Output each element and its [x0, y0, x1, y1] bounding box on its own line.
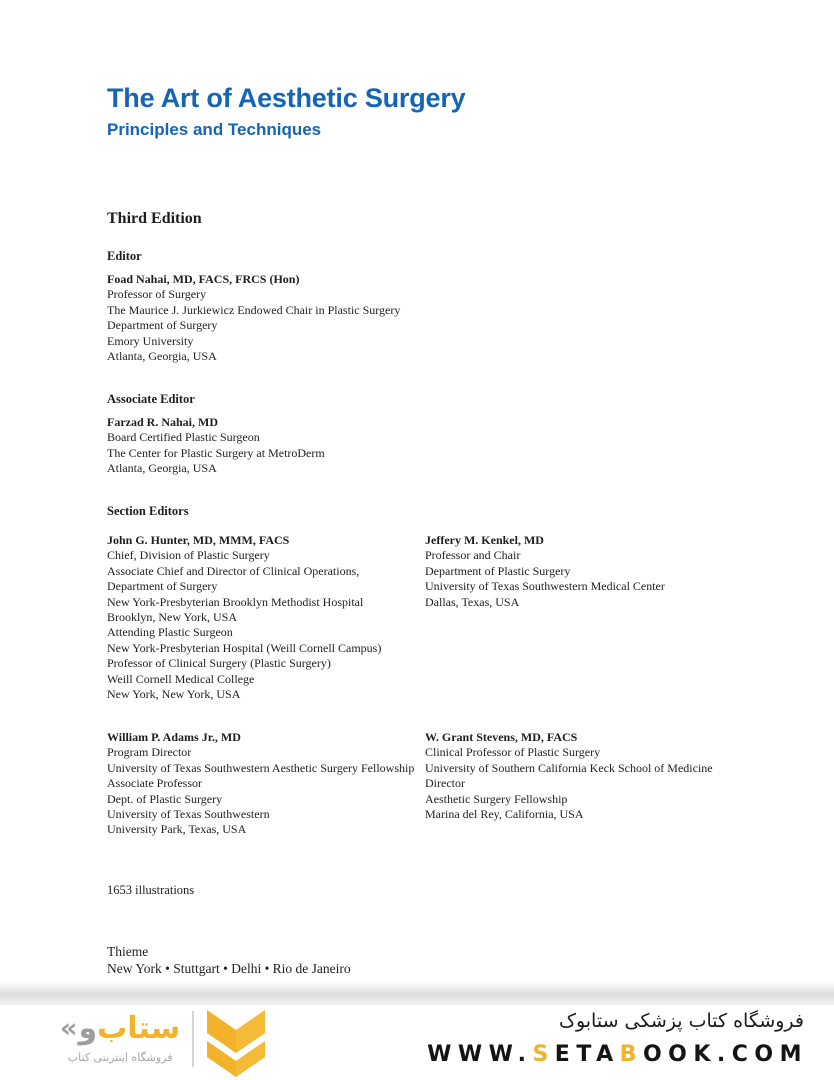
credit-text-line: Dallas, Texas, USA — [425, 594, 520, 609]
associate-editor-section — [107, 392, 747, 477]
url-part: OOK.COM — [642, 1042, 808, 1067]
edition-label: Third Edition — [107, 210, 202, 227]
credit-text-line: University of Texas Southwestern — [107, 807, 270, 822]
section-editor-name: Jeffery M. Kenkel, MD — [425, 533, 544, 547]
credit-text-line: University of Texas Southwestern Aesthetic Surgery Fellowship — [107, 760, 415, 775]
associate-editor-heading: Associate Editor — [107, 392, 195, 406]
credit-text-line: Professor of Clinical Surgery (Plastic Surgery) — [107, 656, 331, 671]
credit-text-line: Department of Plastic Surgery — [425, 563, 571, 578]
credit-text-line: Professor and Chair — [425, 548, 521, 563]
logo-wordmark-stack — [60, 1009, 180, 1064]
credit-text-line: The Maurice J. Jurkiewicz Endowed Chair in Plastic Surgery — [107, 302, 401, 317]
url-letter-b-gold: B — [619, 1042, 643, 1067]
editor-heading: Editor — [107, 249, 142, 263]
url-letter-s-gold: S — [532, 1042, 555, 1067]
wordmark-vav-gray: و — [78, 1011, 98, 1046]
editor-column-adams — [107, 730, 425, 838]
editor-section — [107, 249, 747, 364]
credit-text-line: University of Southern California Keck School of Medicine — [425, 760, 713, 775]
credit-text-line: New York-Presbyterian Brooklyn Methodist Hospital — [107, 594, 364, 609]
credit-text-line: Associate Professor — [107, 776, 202, 791]
section-editors-heading: Section Editors — [107, 504, 189, 518]
editor-column-kenkel — [425, 533, 807, 610]
setabook-logo[interactable] — [60, 1009, 266, 1080]
publisher-cities: New York • Stuttgart • Delhi • Rio de Janeiro — [107, 961, 351, 976]
credit-text-line: Chief, Division of Plastic Surgery — [107, 548, 270, 563]
credit-text-line: University Park, Texas, USA — [107, 822, 247, 837]
illustrations-count: 1653 illustrations — [107, 883, 195, 897]
credit-text-line: Marina del Rey, California, USA — [425, 807, 584, 822]
credit-text-line: Dept. of Plastic Surgery — [107, 791, 223, 806]
credit-text-line: New York, New York, USA — [107, 687, 241, 702]
url-part: ETA — [554, 1042, 620, 1067]
credit-text-line: The Center for Plastic Surgery at MetroDerm — [107, 445, 325, 460]
section-editor-name: John G. Hunter, MD, MMM, FACS — [107, 533, 290, 547]
section-editor-credentials — [107, 548, 425, 702]
setabook-wordmark — [60, 1009, 180, 1049]
wordmark-setab-gold: ستاب — [97, 1011, 181, 1046]
bookstore-footer — [0, 1005, 834, 1080]
logo-separator-line — [192, 1011, 194, 1067]
double-chevron-emblem-icon — [206, 1009, 266, 1080]
credit-text-line: Professor of Surgery — [107, 287, 207, 302]
credit-text-line: Atlanta, Georgia, USA — [107, 461, 217, 476]
book-title: The Art of Aesthetic Surgery — [107, 83, 466, 113]
section-editor-name: William P. Adams Jr., MD — [107, 730, 241, 744]
section-editor-credentials — [107, 745, 425, 837]
editor-name: Foad Nahai, MD, FACS, FRCS (Hon) — [107, 272, 300, 286]
logo-tagline: فروشگاه اینترنتی کتاب — [67, 1051, 173, 1064]
credit-text-line: New York-Presbyterian Hospital (Weill Cornell Campus) — [107, 640, 382, 655]
store-name-persian: فروشگاه کتاب پزشکی ستابوک — [558, 1010, 804, 1032]
credit-text-line: Brooklyn, New York, USA — [107, 610, 238, 625]
editor-column-stevens — [425, 730, 807, 822]
editor-credentials — [107, 287, 747, 364]
publisher-name: Thieme — [107, 944, 149, 959]
section-editor-credentials — [425, 745, 807, 822]
associate-editor-credentials — [107, 430, 747, 476]
setabook-url-link[interactable] — [427, 1042, 808, 1067]
section-editors-row-1 — [107, 533, 807, 702]
credit-text-line: Aesthetic Surgery Fellowship — [425, 791, 568, 806]
credit-text-line: Clinical Professor of Plastic Surgery — [425, 745, 601, 760]
credit-text-line: Program Director — [107, 745, 192, 760]
footer-shadow-divider — [0, 981, 834, 1005]
credit-text-line: Department of Surgery — [107, 579, 218, 594]
section-editors-row-2 — [107, 730, 807, 838]
section-editor-name: W. Grant Stevens, MD, FACS — [425, 730, 578, 744]
credit-text-line: Attending Plastic Surgeon — [107, 625, 233, 640]
book-subtitle: Principles and Techniques — [107, 120, 322, 139]
credit-text-line: Board Certified Plastic Surgeon — [107, 430, 260, 445]
credit-text-line: University of Texas Southwestern Medical Center — [425, 579, 665, 594]
url-part: WWW. — [427, 1042, 533, 1067]
credit-text-line: Director — [425, 776, 465, 791]
wordmark-kaf-chevron-icon: « — [60, 1013, 78, 1044]
editor-column-hunter — [107, 533, 425, 702]
credit-text-line: Weill Cornell Medical College — [107, 671, 255, 686]
credit-text-line: Atlanta, Georgia, USA — [107, 349, 217, 364]
section-editor-credentials — [425, 548, 807, 610]
credit-text-line: Emory University — [107, 333, 194, 348]
credit-text-line: Department of Surgery — [107, 318, 218, 333]
credit-text-line: Associate Chief and Director of Clinical Operations, — [107, 563, 360, 578]
associate-editor-name: Farzad R. Nahai, MD — [107, 415, 218, 429]
